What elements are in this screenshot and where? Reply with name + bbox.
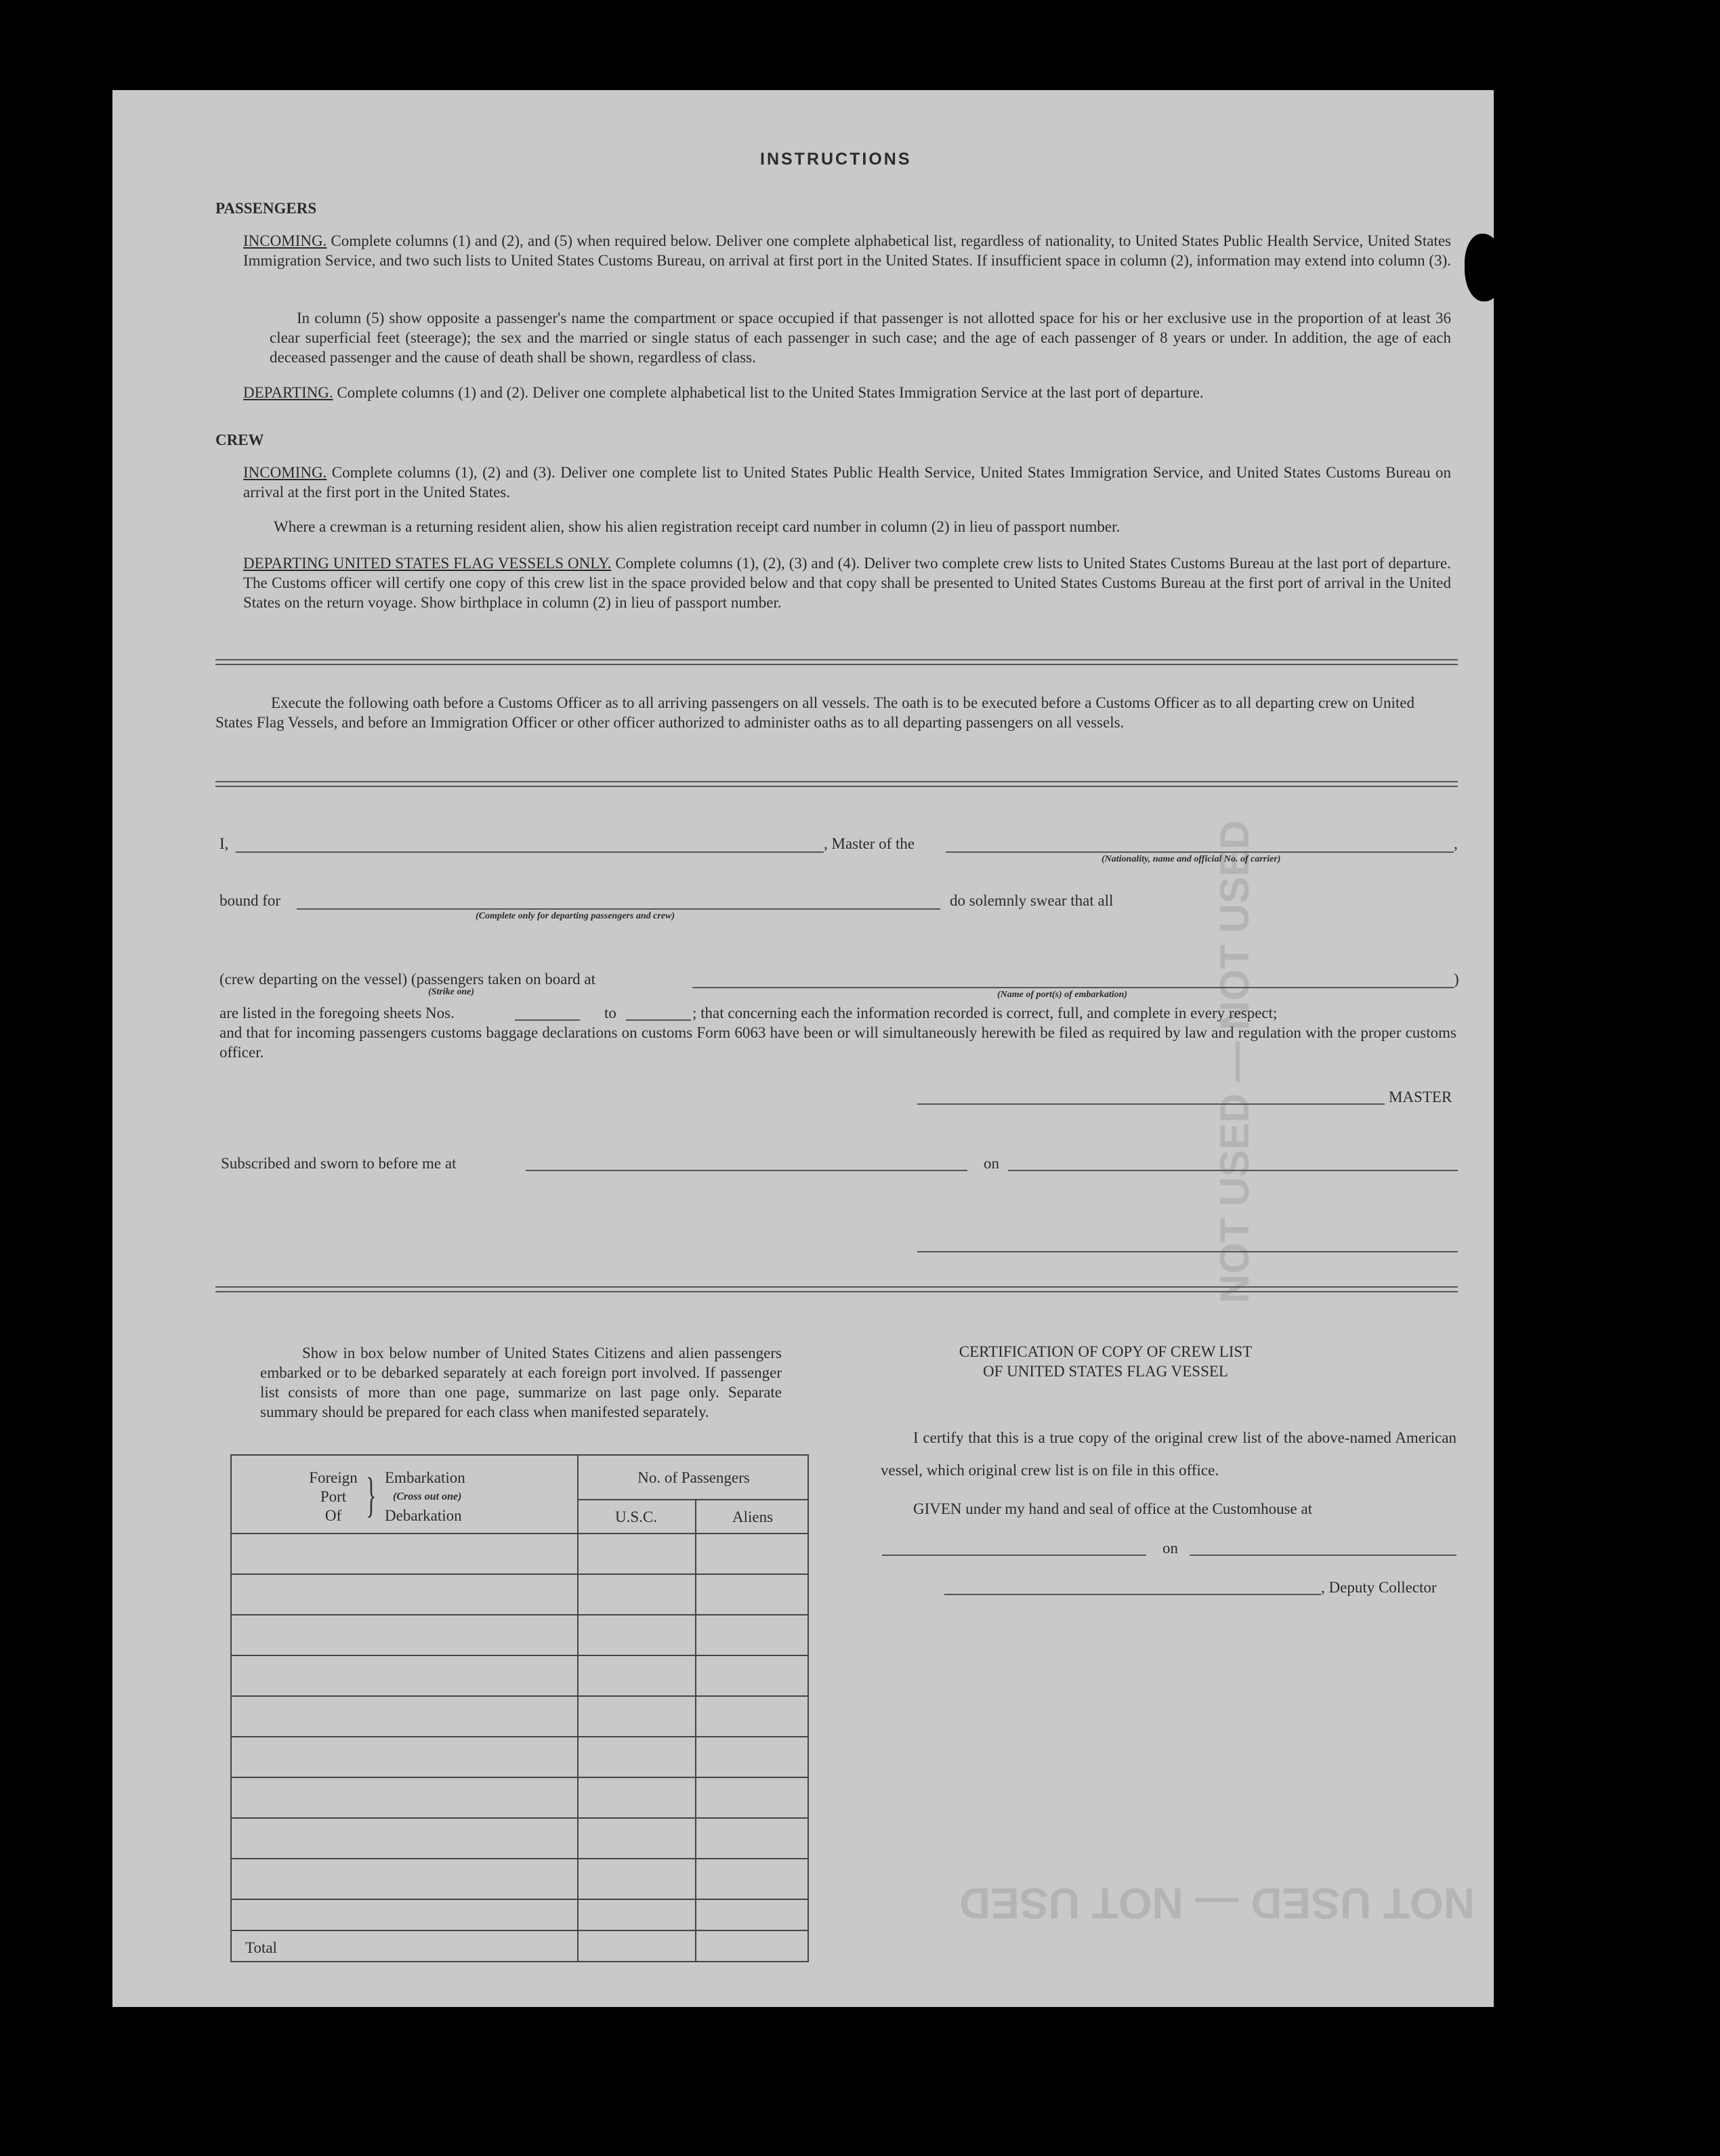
oath-i-label: I, [219,835,229,852]
passengers-incoming-paragraph [243,231,1451,270]
deputy-signature-line[interactable] [944,1594,1321,1595]
given-text: GIVEN under my hand and seal of office at the Customhouse at [913,1500,1313,1517]
passengers-column5-text: In column (5) show opposite a passenger's name the compartment or space occupied if that passenger is not allotted space for his or her exclusive use in the proportion of at least 36 clear superficial feet (steerage); the sex and the married or single status of each passenger in such case; and the age of each passenger of 8 years or under. In addition, the age of each deceased passenger and the cause of death shall be shown, regardless of class. [270,310,1451,366]
crew-departing-text: (crew departing on the vessel) (passengers taken on board at [219,971,595,988]
crew-departing-text: Complete columns (1), (2), (3) and (4). Deliver two complete crew lists to United States Customs Bureau at the last port of departure. The Customs officer will certify one copy of this crew list in the space provided below and that copy shall be presented to United States Customs Bureau at the first port of arrival in the United States on the return voyage. Show birthplace in column (2) in lieu of passport number. [243,555,1452,611]
listed-rest: and that for incoming passengers customs baggage declarations on customs Form 6063 have been or will simultaneously herewith be filed as required by law and regulation with the proper customs officer. [219,1024,1456,1061]
ports-caption: (Name of port(s) of embarkation) [997,990,1128,1000]
crew-heading: CREW [215,431,264,448]
aliens-header: Aliens [732,1508,774,1525]
master-of-the-label: , Master of the [824,835,915,852]
table-row [232,1736,807,1737]
passengers-departing-paragraph [243,383,1204,402]
section-divider [215,1286,1458,1292]
page-title: INSTRUCTIONS [760,150,912,169]
no-of-passengers-header: No. of Passengers [637,1469,750,1486]
brace-icon: } [366,1468,377,1522]
deputy-collector-label: , Deputy Collector [1321,1579,1437,1596]
table-row [232,1777,807,1778]
master-name-line[interactable] [236,851,824,853]
sworn-date-line[interactable] [1008,1170,1458,1171]
table-row [232,1573,807,1575]
sheet-to-line[interactable] [626,1019,691,1021]
embarkation-port-line[interactable] [692,987,1454,988]
table-row [232,1695,807,1697]
strike-one-caption: (Strike one) [428,987,475,997]
table-divider [577,1456,579,1961]
table-row [232,1614,807,1615]
passenger-summary-table [230,1454,809,1962]
complete-caption: (Complete only for departing passengers and crew) [476,911,675,921]
listed-to: to [604,1005,616,1021]
customhouse-line[interactable] [882,1555,1146,1556]
sworn-on-label: on [984,1155,999,1172]
ink-blot [1465,234,1504,301]
listed-part1: are listed in the foregoing sheets Nos. [219,1005,455,1021]
crew-resident-text: Where a crewman is a returning resident alien, show his alien registration receipt card number in column (2) in lieu of passport number. [274,518,1120,535]
total-label: Total [245,1939,277,1956]
master-label: MASTER [1389,1088,1452,1105]
port-label: Port [320,1488,347,1505]
foreign-label: Foreign [309,1469,358,1486]
table-divider [577,1499,807,1500]
subscribed-text: Subscribed and sworn to before me at [221,1155,457,1172]
sworn-place-line[interactable] [526,1170,967,1171]
passengers-column5-paragraph [243,308,1451,367]
debarkation-label: Debarkation [385,1507,462,1524]
passengers-departing-text: Complete columns (1) and (2). Deliver one complete alphabetical list to the United States Immigration Service at the last port of departure. [337,384,1204,401]
bound-for-label: bound for [219,892,281,909]
cross-out-caption: (Cross out one) [393,1491,462,1502]
crew-incoming-paragraph [243,463,1451,502]
table-divider [232,1533,807,1534]
table-row [232,1930,807,1931]
oath-instruction: Execute the following oath before a Customs Officer as to all arriving passengers on all vessels. The oath is to be executed before a Customs Officer as to all departing crew on United States Flag Vessels, and before an Immigration Officer or other officer authorized to administer oaths as to all departing passengers on all vessels. [215,694,1414,731]
summary-text: Show in box below number of United States Citizens and alien passengers embarked or to be debarked separately at each foreign port involved. If passenger list consists of more than one page, summarize on last page only. Separate summary should be prepared for each class when manifested separately. [260,1345,782,1420]
certify-text: I certify that this is a true copy of the original crew list of the above-named American vessel, which original crew list is on file in this office. [881,1429,1456,1479]
table-divider [695,1499,696,1961]
table-row [232,1858,807,1859]
passengers-heading: PASSENGERS [215,200,317,217]
certification-on-label: on [1162,1540,1178,1557]
officer-signature-line[interactable] [917,1251,1458,1252]
crew-incoming-label: INCOMING. [243,464,327,481]
passengers-incoming-text: Complete columns (1) and (2), and (5) when required below. Deliver one complete alphabetical list, regardless of nationality, to United States Public Health Service, United States Immigration Service, and two such lists to United States Customs Bureau, on arrival at first port in the United States. If insufficient space in column (2), information may extend into column (3). [243,232,1452,269]
swear-text: do solemnly swear that all [950,892,1114,909]
certification-title-line1: CERTIFICATION OF COPY OF CREW LIST [959,1343,1253,1360]
certification-title-line2: OF UNITED STATES FLAG VESSEL [983,1363,1228,1380]
of-label: Of [324,1507,342,1524]
embarkation-label: Embarkation [385,1469,465,1486]
master-signature-line[interactable] [917,1103,1385,1105]
listed-part2: ; that concerning each the information recorded is correct, full, and complete in every respect; [692,1005,1278,1021]
close-paren: ) [1454,971,1459,988]
table-row [232,1817,807,1819]
table-row [232,1899,807,1900]
usc-header: U.S.C. [615,1508,657,1525]
passengers-departing-label: DEPARTING. [243,384,333,401]
sheet-from-line[interactable] [515,1019,580,1021]
crew-incoming-text: Complete columns (1), (2) and (3). Deliver one complete list to United States Public Health Service, United States Immigration Service, and United States Customs Bureau on arrival at the first port in the United States. [243,464,1451,501]
table-row [232,1655,807,1656]
comma: , [1454,835,1458,852]
section-divider [215,781,1458,787]
crew-departing-label: DEPARTING UNITED STATES FLAG VESSELS ONLY. [243,555,612,572]
bleed-through-text: NOT USED — NOT USED [959,1879,1475,1928]
document-page [112,90,1494,2007]
nationality-caption: (Nationality, name and official No. of carrier) [1102,854,1281,864]
certification-date-line[interactable] [1190,1555,1456,1556]
crew-departing-paragraph [243,553,1451,612]
carrier-line[interactable] [946,851,1454,853]
passengers-incoming-label: INCOMING. [243,232,327,249]
bound-for-line[interactable] [297,908,940,910]
bleed-through-text: NOT USED — NOT USED [1212,820,1258,1304]
section-divider [215,659,1458,665]
